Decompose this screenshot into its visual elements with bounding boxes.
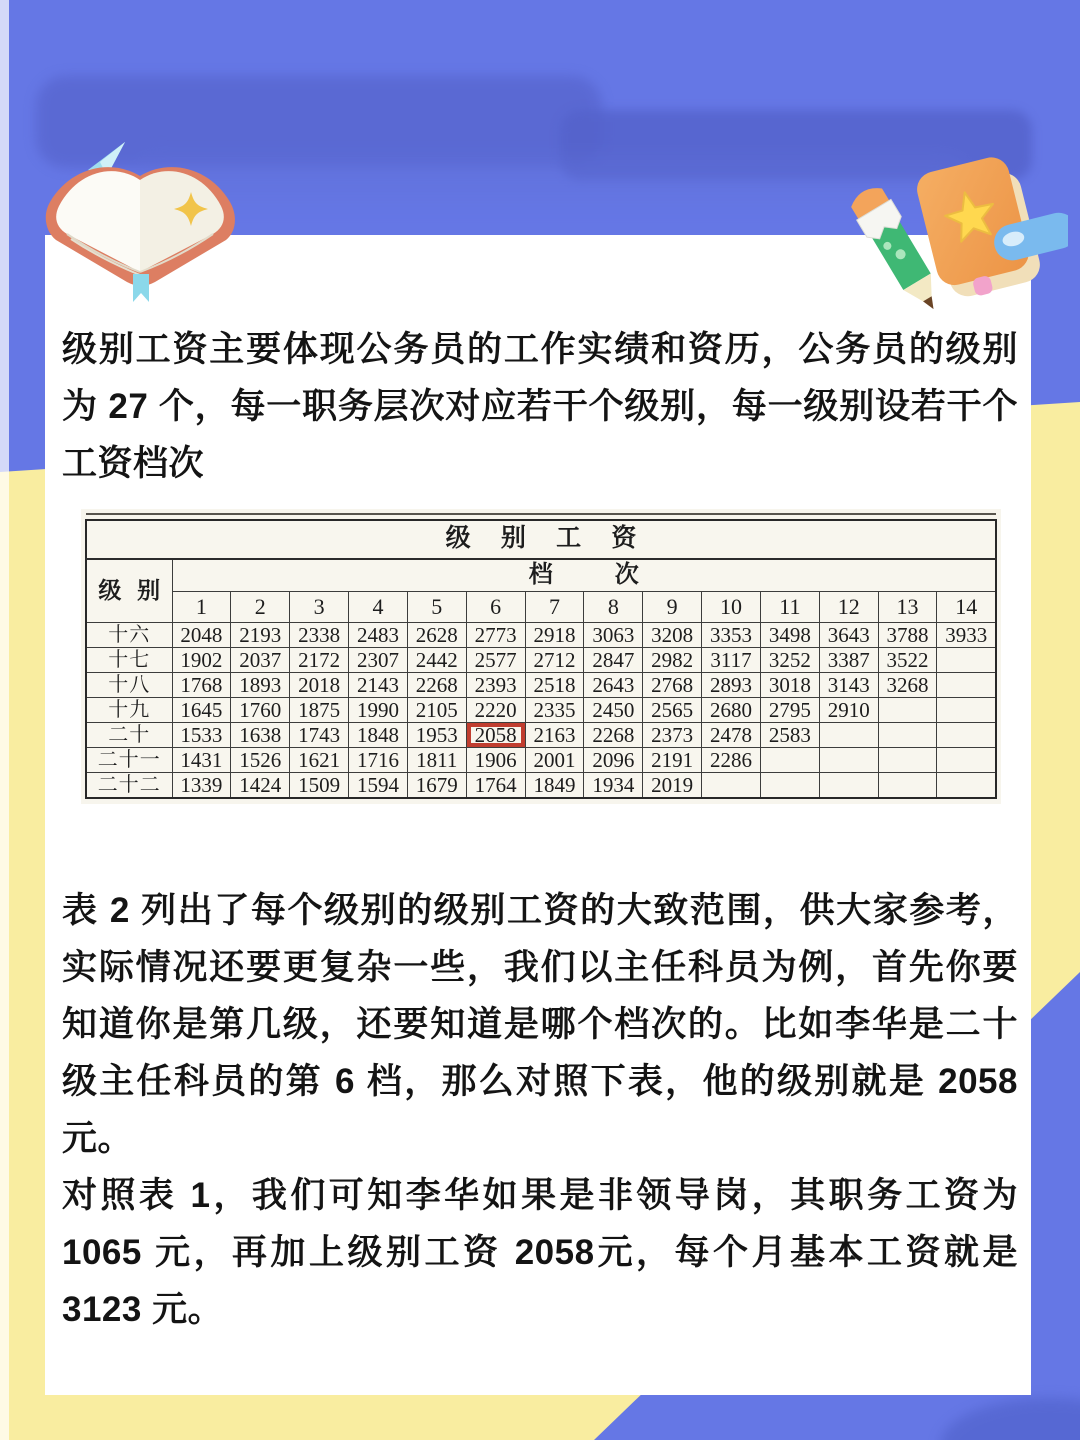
- salary-cell: 2220: [466, 698, 525, 723]
- table-row: [86, 748, 996, 773]
- salary-cell: [937, 648, 996, 673]
- salary-cell: 2583: [760, 723, 819, 748]
- salary-cell: 1875: [290, 698, 349, 723]
- tier-number: 6: [466, 592, 525, 623]
- salary-cell: 1679: [407, 773, 466, 799]
- salary-cell: 1953: [407, 723, 466, 748]
- scan-frame-line: [86, 513, 996, 515]
- salary-table-scan: [81, 509, 1001, 804]
- corner-blob: [940, 1398, 1080, 1440]
- salary-cell: 2163: [525, 723, 584, 748]
- salary-cell: 2096: [584, 748, 643, 773]
- salary-cell: [819, 723, 878, 748]
- salary-cell: 1764: [466, 773, 525, 799]
- level-label: 二十二: [86, 773, 172, 799]
- salary-cell: [760, 773, 819, 799]
- salary-cell: 1990: [349, 698, 408, 723]
- open-book-icon: [46, 167, 235, 302]
- salary-cell: 2910: [819, 698, 878, 723]
- salary-cell: [702, 773, 761, 799]
- tier-number: 7: [525, 592, 584, 623]
- body-paragraph-1: 表 2 列出了每个级别的级别工资的大致范围，供大家参考，实际情况还要更复杂一些，我们以主任科员为例，首先你要知道你是第几级，还要知道是哪个档次的。比如李华是二十级主任科员的第 6 档，那么对照下表，他的级别就是 2058 元。: [62, 891, 1018, 1158]
- intro-paragraph: 级别工资主要体现公务员的工作实绩和资历，公务员的级别为 27 个，每一职务层次对应若干个级别，每一级别设若干个工资档次: [62, 330, 1018, 483]
- salary-cell: 1811: [407, 748, 466, 773]
- salary-cell: 2338: [290, 623, 349, 648]
- salary-cell: [937, 723, 996, 748]
- salary-cell: 2768: [643, 673, 702, 698]
- salary-cell: 1594: [349, 773, 408, 799]
- salary-cell: 3208: [643, 623, 702, 648]
- salary-cell: 1743: [290, 723, 349, 748]
- salary-cell: [760, 748, 819, 773]
- level-label: 十八: [86, 673, 172, 698]
- salary-cell: 3643: [819, 623, 878, 648]
- bookmark-ribbon-icon: [133, 274, 149, 302]
- pencil-illustration: [833, 173, 963, 331]
- table-row: [86, 648, 996, 673]
- salary-cell: [937, 673, 996, 698]
- salary-cell: [819, 773, 878, 799]
- salary-cell: 2450: [584, 698, 643, 723]
- tier-number: 12: [819, 592, 878, 623]
- salary-cell: 2565: [643, 698, 702, 723]
- salary-cell: 2018: [290, 673, 349, 698]
- level-label: 十六: [86, 623, 172, 648]
- green-pencil-icon: [846, 181, 951, 319]
- salary-cell: 1431: [172, 748, 231, 773]
- salary-cell: [878, 698, 937, 723]
- tier-number: 10: [702, 592, 761, 623]
- table-row: [86, 773, 996, 799]
- salary-cell: 2307: [349, 648, 408, 673]
- tier-number: 3: [290, 592, 349, 623]
- level-label: 二十: [86, 723, 172, 748]
- salary-cell: 2105: [407, 698, 466, 723]
- salary-cell: 1934: [584, 773, 643, 799]
- salary-cell: 1893: [231, 673, 290, 698]
- salary-cell: 2393: [466, 673, 525, 698]
- salary-cell: 2712: [525, 648, 584, 673]
- salary-cell: 1533: [172, 723, 231, 748]
- salary-cell: 2893: [702, 673, 761, 698]
- salary-table-grid: [85, 519, 997, 799]
- salary-cell: [937, 773, 996, 799]
- salary-cell: 1848: [349, 723, 408, 748]
- salary-cell: 3522: [878, 648, 937, 673]
- salary-cell: [937, 748, 996, 773]
- salary-cell: 2795: [760, 698, 819, 723]
- salary-cell: [878, 723, 937, 748]
- salary-cell: 1621: [290, 748, 349, 773]
- salary-cell: 1339: [172, 773, 231, 799]
- salary-cell: 3268: [878, 673, 937, 698]
- table-row: [86, 698, 996, 723]
- table-row: [86, 623, 996, 648]
- salary-cell: 2143: [349, 673, 408, 698]
- tier-number: 14: [937, 592, 996, 623]
- salary-cell: 1902: [172, 648, 231, 673]
- tier-number: 8: [584, 592, 643, 623]
- salary-cell: 2268: [584, 723, 643, 748]
- salary-cell: 1849: [525, 773, 584, 799]
- salary-cell: 2518: [525, 673, 584, 698]
- salary-cell: 1760: [231, 698, 290, 723]
- salary-cell: 2577: [466, 648, 525, 673]
- tier-number: 9: [643, 592, 702, 623]
- salary-cell: [878, 748, 937, 773]
- salary-cell: 2680: [702, 698, 761, 723]
- salary-cell: 3387: [819, 648, 878, 673]
- tier-header-cell: 档 次: [172, 559, 996, 592]
- salary-cell: 3143: [819, 673, 878, 698]
- salary-cell: 1906: [466, 748, 525, 773]
- table-row: [86, 723, 996, 748]
- salary-cell: [937, 698, 996, 723]
- salary-cell: 3252: [760, 648, 819, 673]
- salary-cell: 1768: [172, 673, 231, 698]
- salary-cell: 3018: [760, 673, 819, 698]
- salary-cell: 1638: [231, 723, 290, 748]
- salary-cell: 2037: [231, 648, 290, 673]
- book-illustration: [40, 130, 245, 310]
- salary-cell: 2001: [525, 748, 584, 773]
- body-paragraph-2: 对照表 1，我们可知李华如果是非领导岗，其职务工资为 1065 元，再加上级别工资 2058元，每个月基本工资就是 3123 元。: [62, 1176, 1018, 1329]
- level-label: 十七: [86, 648, 172, 673]
- salary-cell: 2643: [584, 673, 643, 698]
- table-row: [86, 673, 996, 698]
- tier-number: 11: [760, 592, 819, 623]
- salary-cell: 3117: [702, 648, 761, 673]
- salary-cell: 2268: [407, 673, 466, 698]
- salary-cell: 1424: [231, 773, 290, 799]
- salary-cell: 2373: [643, 723, 702, 748]
- salary-cell: 2483: [349, 623, 408, 648]
- table-title: 级 别 工 资: [86, 520, 996, 559]
- salary-cell: 2847: [584, 648, 643, 673]
- tier-number: 2: [231, 592, 290, 623]
- salary-cell: 2193: [231, 623, 290, 648]
- content-card: [45, 235, 1031, 1395]
- salary-cell: 1526: [231, 748, 290, 773]
- highlighted-salary-cell: 2058: [466, 723, 525, 748]
- salary-cell: 3933: [937, 623, 996, 648]
- salary-cell: 3063: [584, 623, 643, 648]
- salary-cell: 2918: [525, 623, 584, 648]
- salary-cell: 2773: [466, 623, 525, 648]
- salary-cell: 2019: [643, 773, 702, 799]
- salary-cell: 2442: [407, 648, 466, 673]
- level-header-cell: 级 别: [86, 559, 172, 623]
- tier-number: 5: [407, 592, 466, 623]
- salary-cell: [819, 748, 878, 773]
- salary-cell: 2048: [172, 623, 231, 648]
- screen-edge-strip: [0, 0, 9, 1440]
- salary-cell: 1716: [349, 748, 408, 773]
- salary-cell: 2286: [702, 748, 761, 773]
- salary-cell: 1509: [290, 773, 349, 799]
- salary-cell: 3788: [878, 623, 937, 648]
- level-label: 二十一: [86, 748, 172, 773]
- salary-cell: 1645: [172, 698, 231, 723]
- salary-cell: 3353: [702, 623, 761, 648]
- tier-number: 13: [878, 592, 937, 623]
- body-text-block: [62, 882, 1018, 1338]
- tier-number: 1: [172, 592, 231, 623]
- salary-cell: 2191: [643, 748, 702, 773]
- salary-cell: 2478: [702, 723, 761, 748]
- salary-cell: 2628: [407, 623, 466, 648]
- salary-cell: [878, 773, 937, 799]
- salary-cell: 2335: [525, 698, 584, 723]
- salary-cell: 2982: [643, 648, 702, 673]
- tier-number: 4: [349, 592, 408, 623]
- salary-cell: 2172: [290, 648, 349, 673]
- salary-cell: 3498: [760, 623, 819, 648]
- level-label: 十九: [86, 698, 172, 723]
